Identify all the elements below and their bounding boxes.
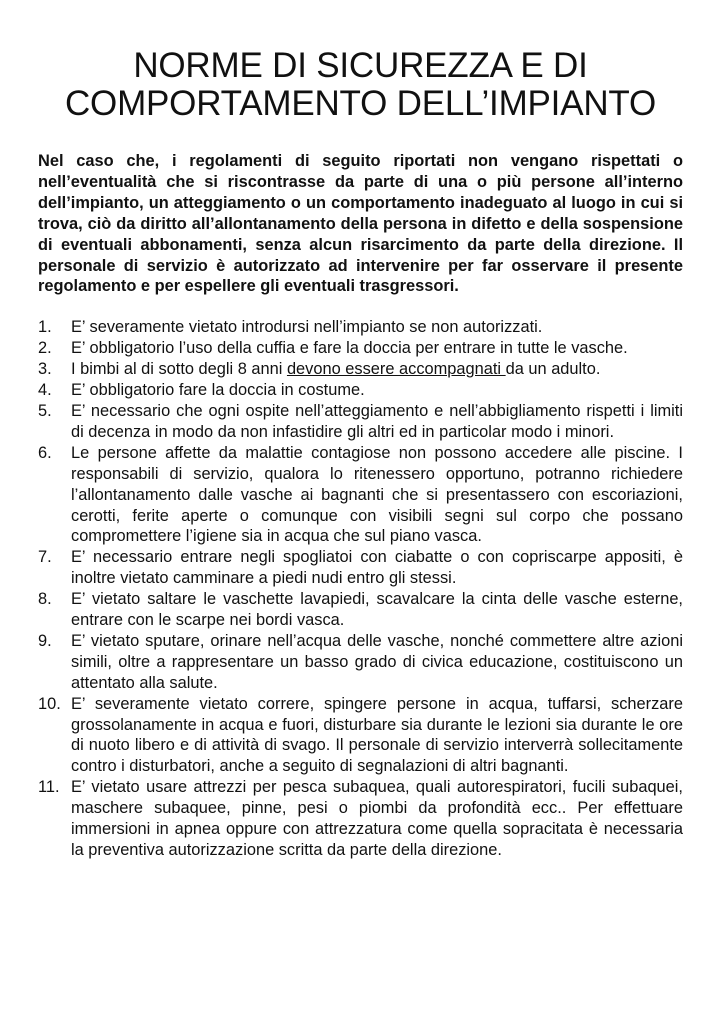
rule-item-2 <box>38 338 683 359</box>
rule-item-6 <box>38 443 683 548</box>
rule-item-9 <box>38 631 683 694</box>
title-line-1: NORME DI SICUREZZA E DI <box>133 46 588 85</box>
rule-text: E’ vietato usare attrezzi per pesca subaquea, quali autorespiratori, fucili subaquei, maschere subaquee, pinne, pesi o piombi da profondità ecc.. Per effettuare immersioni in apnea oppure con attrezzatura come quella sopracitata è necessaria la preventiva autorizzazione scritta da parte della direzione. <box>71 778 683 859</box>
rule-text: E’ necessario entrare negli spogliatoi con ciabatte o con copriscarpe appositi, è inoltre vietato camminare a piedi nudi entro gli stessi. <box>71 548 683 588</box>
rule-text: E’ vietato sputare, orinare nell’acqua delle vasche, nonché commettere altre azioni simili, oltre a rappresentare un basso grado di civica educazione, costituiscono un attentato alla salute. <box>71 631 683 692</box>
rule-number: 8. <box>38 590 52 609</box>
rule-number: 1. <box>38 318 52 337</box>
rule-text: E’ obbligatorio l’uso della cuffia e fare la doccia per entrare in tutte le vasche. <box>71 339 628 358</box>
rule-text: E’ obbligatorio fare la doccia in costume. <box>71 381 365 400</box>
rule-number: 9. <box>38 631 52 650</box>
rule-number: 6. <box>38 443 52 462</box>
rule-number: 3. <box>38 360 52 379</box>
rule-item-10 <box>38 694 683 778</box>
rule-number: 7. <box>38 548 52 567</box>
rule-item-5 <box>38 401 683 443</box>
rule-text: Le persone affette da malattie contagiose non possono accedere alle piscine. I responsabili di servizio, qualora lo ritenessero opportuno, potranno richiedere l’allontanamento dalle vasche ai bagnanti che si presentassero con escoriazioni, cerotti, ferite aperte o comunque con visibili segni sul corpo che possano compromettere l’igiene sia in acqua che sul piano vasca. <box>71 443 683 546</box>
rule-number: 11. <box>38 778 60 797</box>
rule-item-7 <box>38 547 683 589</box>
rule-text-before: I bimbi al di sotto degli 8 anni <box>71 360 287 379</box>
rule-item-8 <box>38 589 683 631</box>
page-title <box>38 47 683 123</box>
rule-number: 10. <box>38 694 61 713</box>
rule-text: E’ severamente vietato introdursi nell’impianto se non autorizzati. <box>71 318 543 337</box>
rule-text <box>71 360 600 378</box>
intro-paragraph: Nel caso che, i regolamenti di seguito riportati non vengano rispettati o nell’eventualità che si riscontrasse da parte di una o più persone all’interno dell’impianto, un atteggiamento o un comportamento inadeguato al luogo in cui si trova, ciò da diritto all’allontanamento della persona in difetto e della sospensione di eventuali abbonamenti, senza alcun risarcimento da parte della direzione. Il personale di servizio è autorizzato ad intervenire per far osservare il presente regolamento e per espellere gli eventuali trasgressori. <box>38 152 683 296</box>
title-line-2: COMPORTAMENTO DELL’IMPIANTO <box>64 84 656 123</box>
rule-item-4 <box>38 380 683 401</box>
rule-item-11 <box>38 777 683 861</box>
rule-item-3 <box>38 359 683 380</box>
rule-text: E’ necessario che ogni ospite nell’atteggiamento e nell’abbigliamento rispetti i limiti di decenza in modo da non infastidire gli altri ed in particolar modo i minori. <box>71 401 683 441</box>
rule-text: E’ vietato saltare le vaschette lavapiedi, scavalcare la cinta delle vasche esterne, entrare con le scarpe nei bordi vasca. <box>71 590 683 630</box>
rule-text-after: da un adulto. <box>505 360 601 379</box>
rule-text: E’ severamente vietato correre, spingere persone in acqua, tuffarsi, scherzare grossolanamente in acqua e fuori, disturbare sia durante le lezioni sia durante le ore di nuoto libero e di attività di svago. Il personale di servizio interverrà sollecitamente contro i disturbatori, anche a seguito di segnalazioni di altri bagnanti. <box>71 694 683 776</box>
rule-text-underlined: devono essere accompagnati <box>286 360 506 379</box>
rule-number: 2. <box>38 339 52 358</box>
rule-number: 4. <box>38 381 52 400</box>
rule-number: 5. <box>38 401 52 420</box>
rule-item-1 <box>38 317 683 338</box>
rules-list <box>38 317 683 861</box>
